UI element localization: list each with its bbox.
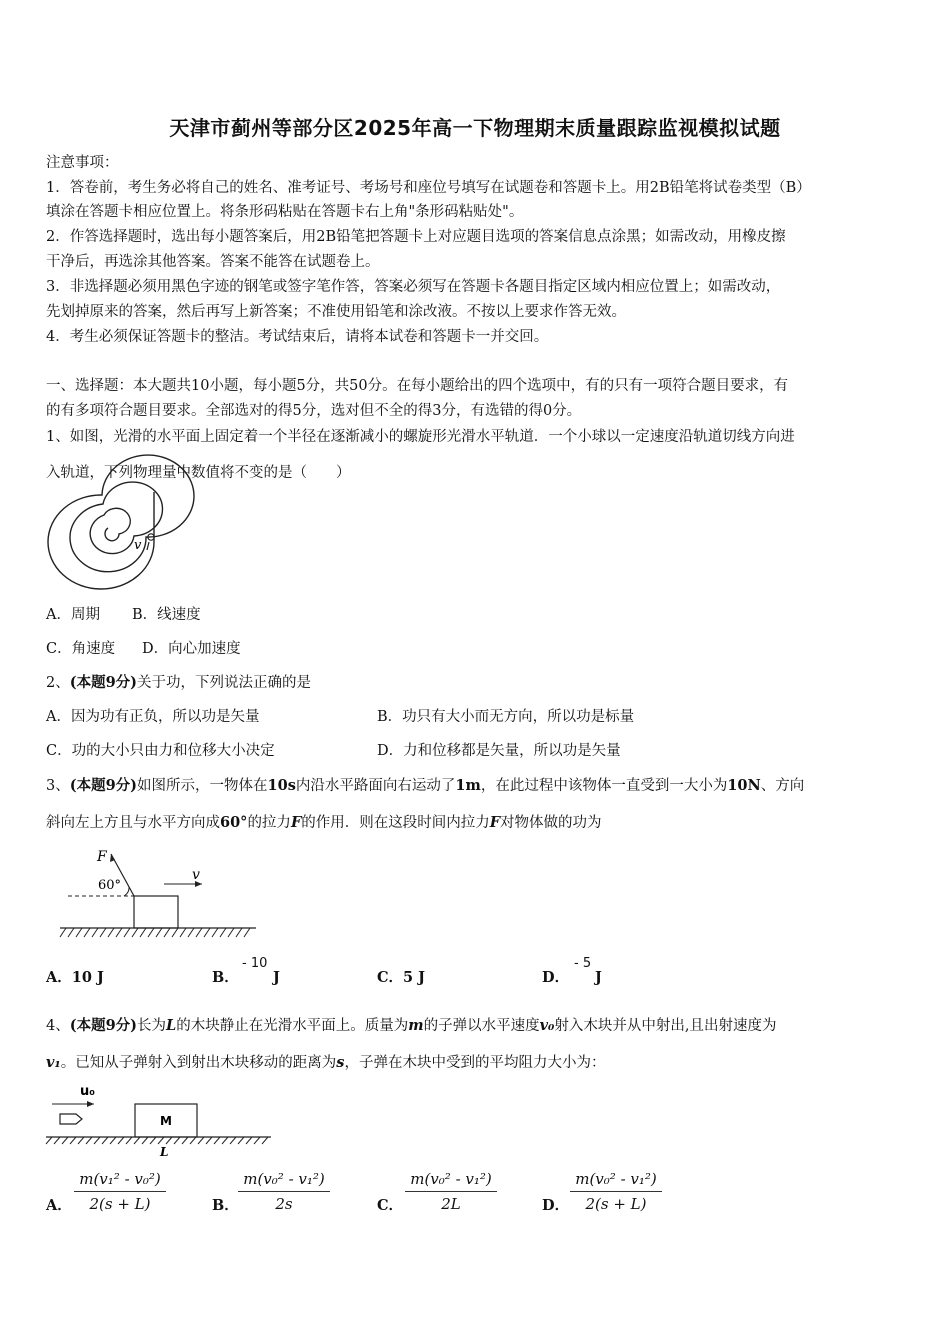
notes-line: 干净后，再选涂其他答案。答案不能答在试题卷上。 — [46, 254, 380, 270]
block-label: M — [160, 1114, 172, 1128]
q2-option-a: A．因为功有正负，所以功是矢量 — [46, 709, 260, 725]
spiral-track-figure — [46, 492, 158, 592]
page-title: 天津市蓟州等部分区2025年高一下物理期末质量跟踪监视模拟试题 — [169, 116, 781, 140]
q3-option-d-label: D． — [542, 969, 570, 986]
q3-option-d-value: - 5 — [574, 956, 592, 971]
notes-line: 先划掉原来的答案，然后再写上新答案；不准使用铅笔和涂改液。不按以上要求作答无效。 — [46, 304, 626, 320]
q1-stem: 入轨道，下列物理量中数值将不变的是（ ） — [46, 465, 351, 481]
q2-option-b: B．功只有大小而无方向，所以功是标量 — [377, 709, 635, 725]
notes-heading: 注意事项： — [46, 155, 119, 171]
bullet-block-diagram — [46, 1080, 276, 1160]
q4-stem: v₁。已知从子弹射入到射出木块移动的距离为s，子弹在木块中受到的平均阻力大小为： — [46, 1054, 606, 1071]
q4-option-b-label: B． — [212, 1197, 239, 1214]
q4-option-b-formula: m(v₀² - v₁²) 2s — [238, 1170, 330, 1213]
q4-option-c-formula: m(v₀² - v₁²) 2L — [405, 1170, 497, 1213]
q3-stem: 3、(本题9分)如图所示，一物体在10s内沿水平路面向右运动了1m，在此过程中该物体一直受到一大小为10N、方向 — [46, 777, 805, 794]
notes-line: 3．非选择题必须用黑色字迹的钢笔或签字笔作答，答案必须写在答题卡各题目指定区域内相应位置上；如需改动， — [46, 279, 781, 295]
angle-label: 60° — [98, 878, 122, 893]
q3-stem: 斜向左上方且与水平方向成60°的拉力F的作用．则在这段时间内拉力F对物体做的功为 — [46, 814, 602, 831]
q2-stem: 2、(本题9分)关于功，下列说法正确的是 — [46, 674, 312, 691]
q4-option-a-label: A． — [46, 1197, 72, 1214]
notes-line: 1．答卷前，考生务必将自己的姓名、准考证号、考场号和座位号填写在试题卷和答题卡上。用2B铅笔将试卷类型（B） — [46, 180, 811, 196]
q3-option-d-unit: J — [595, 969, 602, 986]
bullet-velocity-label: u₀ — [80, 1084, 95, 1099]
q4-option-c-label: C． — [377, 1197, 404, 1214]
q1-option-a: A．周期 — [46, 607, 100, 623]
q2-option-c: C．功的大小只由力和位移大小决定 — [46, 743, 275, 759]
force-diagram — [60, 845, 260, 945]
q3-option-b-unit: J — [273, 969, 280, 986]
q2-option-d: D．力和位移都是矢量，所以功是矢量 — [377, 743, 621, 759]
section-heading: 一、选择题：本大题共10小题，每小题5分，共50分。在每小题给出的四个选项中，有的只有一项符合题目要求，有 — [46, 378, 789, 394]
notes-line: 填涂在答题卡相应位置上。将条形码粘贴在答题卡右上角"条形码粘贴处"。 — [46, 204, 524, 220]
q1-stem: 1、如图，光滑的水平面上固定着一个半径在逐渐减小的螺旋形光滑水平轨道．一个小球以一定速度沿轨道切线方向进 — [46, 429, 795, 445]
q1-option-c: C．角速度 — [46, 641, 116, 657]
length-label: L — [160, 1145, 169, 1159]
q3-option-b-label: B． — [212, 969, 239, 986]
q1-option-b: B．线速度 — [132, 607, 201, 623]
q4-option-d-formula: m(v₀² - v₁²) 2(s + L) — [570, 1170, 662, 1213]
q4-option-a-formula: m(v₁² - v₀²) 2(s + L) — [74, 1170, 166, 1213]
section-heading: 的有多项符合题目要求。全部选对的得5分，选对但不全的得3分，有选错的得0分。 — [46, 403, 582, 419]
q3-option-c: C．5 J — [377, 969, 426, 986]
q4-stem: 4、(本题9分)长为L的木块静止在光滑水平面上。质量为m的子弹以水平速度v₀射入木块并从中射出,且出射速度为 — [46, 1017, 777, 1034]
q4-option-d-label: D． — [542, 1197, 570, 1214]
velocity-label: v — [192, 867, 200, 883]
spiral-v-label: v — [134, 538, 142, 553]
notes-line: 2．作答选择题时，选出每小题答案后，用2B铅笔把答题卡上对应题目选项的答案信息点涂黑；如需改动，用橡皮擦 — [46, 229, 786, 245]
q3-option-a: A．10 J — [46, 969, 104, 986]
force-f-label: F — [97, 849, 107, 865]
q1-option-d: D．向心加速度 — [142, 641, 241, 657]
notes-line: 4．考生必须保证答题卡的整洁。考试结束后，请将本试卷和答题卡一并交回。 — [46, 329, 549, 345]
q3-option-b-value: - 10 — [242, 956, 268, 971]
